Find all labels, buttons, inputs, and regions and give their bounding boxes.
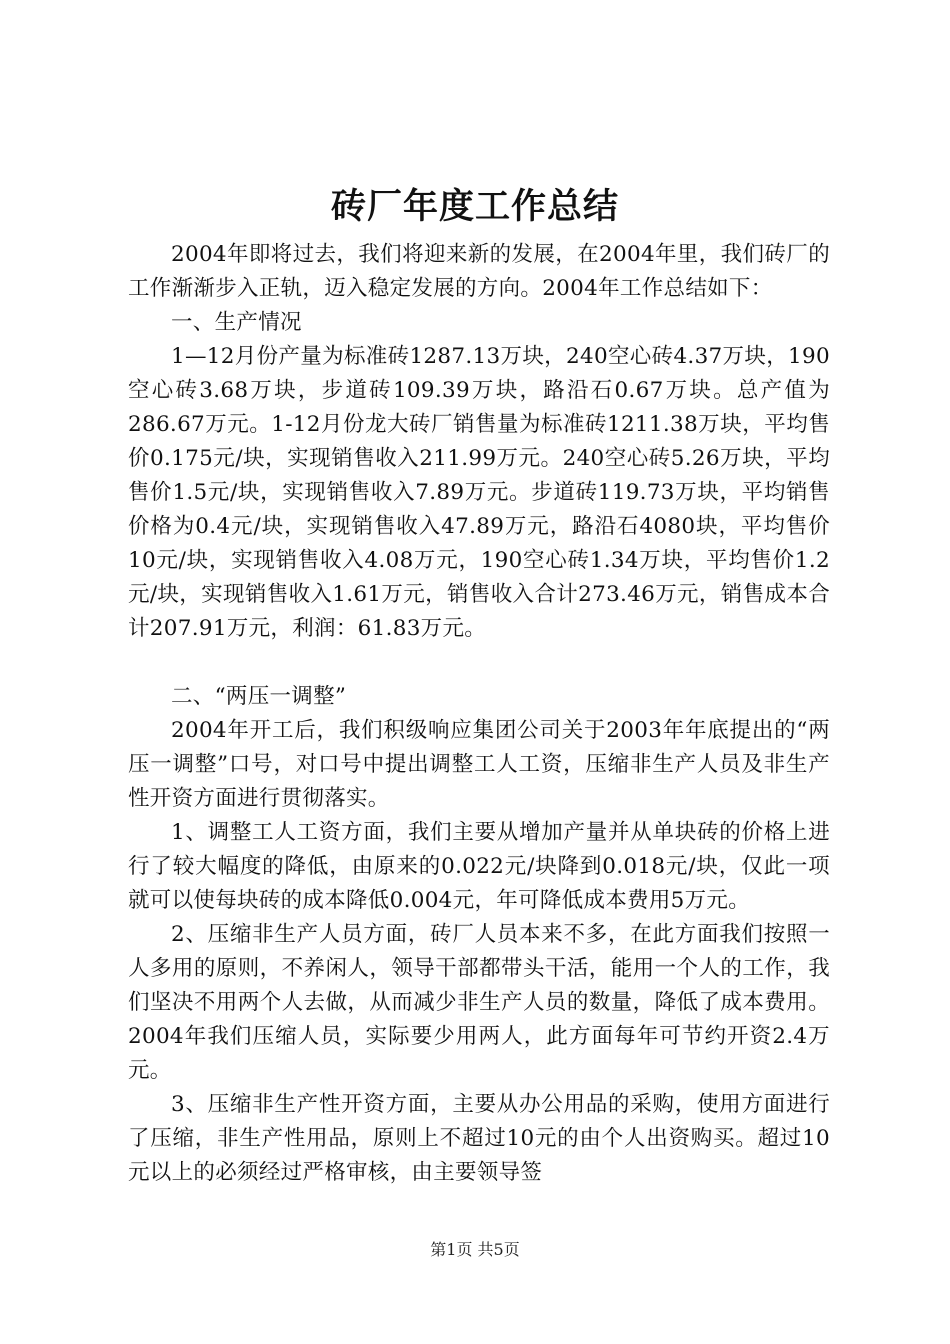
section-heading-two-cuts: 二、“两压一调整”: [171, 684, 347, 709]
document-body: [128, 238, 830, 1190]
page-footer: 第1页 共5页: [430, 1240, 520, 1259]
document-title: 砖厂年度工作总结: [330, 187, 619, 227]
section-heading-production: 一、生产情况: [171, 310, 302, 335]
two-cuts-intro-paragraph: 2004年开工后，我们积级响应集团公司关于2003年年底提出的“两压一调整”口号，对口号中提出调整工人工资，压缩非生产人员及非生产性开资方面进行贯彻落实。: [128, 718, 830, 811]
expense-reduction-paragraph: 3、压缩非生产性开资方面，主要从办公用品的采购，使用方面进行了压缩，非生产性用品，原则上不超过10元的由个人出资购买。超过10元以上的必须经过严格审核，由主要领导签: [128, 1092, 830, 1185]
wage-adjustment-paragraph: 1、调整工人工资方面，我们主要从增加产量并从单块砖的价格上进行了较大幅度的降低，由原来的0.022元/块降到0.018元/块，仅此一项就可以使每块砖的成本降低0.004元，年可降低成本费用5万元。: [128, 820, 830, 913]
staff-reduction-paragraph: 2、压缩非生产人员方面，砖厂人员本来不多，在此方面我们按照一人多用的原则，不养闲人，领导干部都带头干活，能用一个人的工作，我们坚决不用两个人去做，从而减少非生产人员的数量，降低了成本费用。2004年我们压缩人员，实际要少用两人，此方面每年可节约开资2.4万元。: [128, 922, 830, 1083]
production-paragraph: 1—12月份产量为标准砖1287.13万块，240空心砖4.37万块，190空心砖3.68万块，步道砖109.39万块，路沿石0.67万块。总产值为286.67万元。1-12月份龙大砖厂销售量为标准砖1211.38万块，平均售价0.175元/块，实现销售收入211.99万元。240空心砖5.26万块，平均售价1.5元/块，实现销售收入7.89万元。步道砖119.73万块，平均销售价格为0.4元/块，实现销售收入47.89万元，路沿石4080块，平均售价10元/块，实现销售收入4.08万元，190空心砖1.34万块，平均售价1.2元/块，实现销售收入1.61万元，销售收入合计273.46万元，销售成本合计207.91万元，利润：61.83万元。: [128, 344, 830, 641]
intro-paragraph: 2004年即将过去，我们将迎来新的发展，在2004年里，我们砖厂的工作渐渐步入正轨，迈入稳定发展的方向。2004年工作总结如下：: [128, 242, 830, 301]
